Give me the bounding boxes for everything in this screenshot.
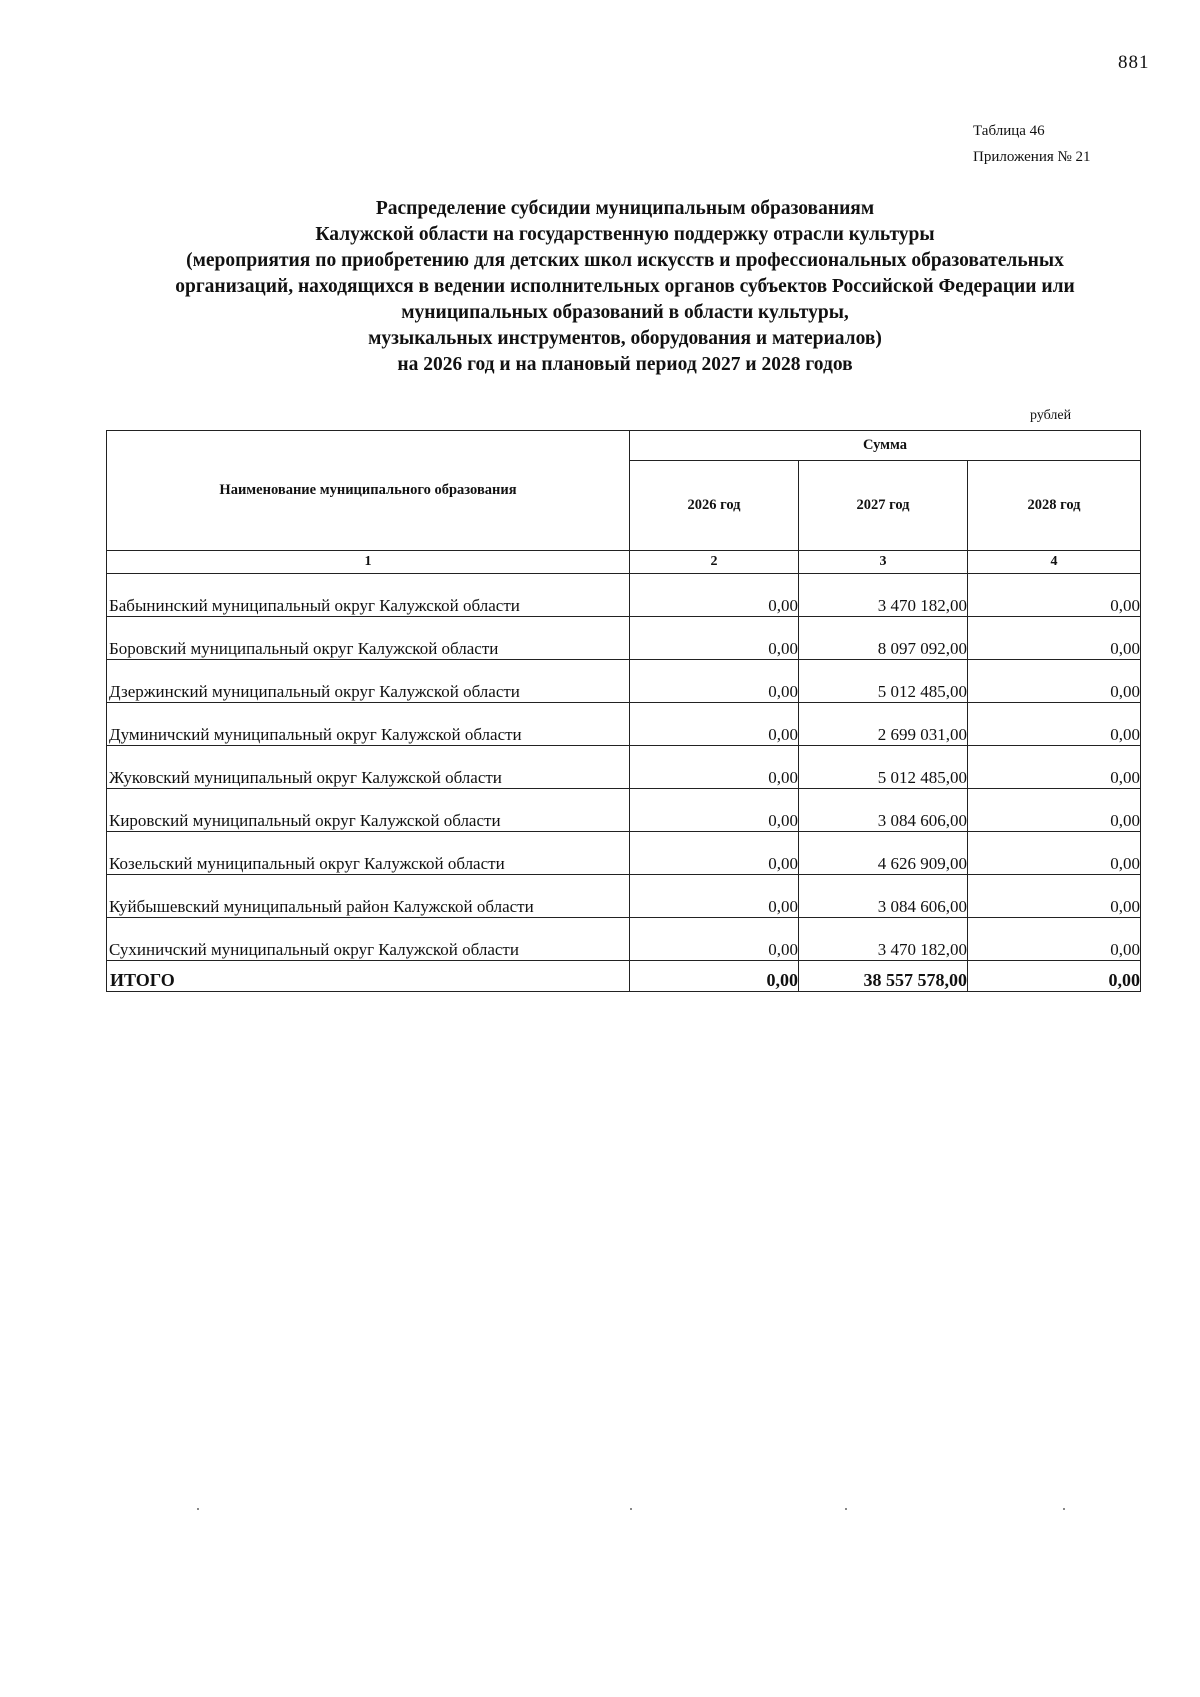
column-number: 4: [968, 551, 1141, 574]
column-number-row: [107, 551, 1141, 574]
value-2028: 0,00: [968, 875, 1141, 918]
value-2028: 0,00: [968, 789, 1141, 832]
title-line: на 2026 год и на плановый период 2027 и 2028 годов: [397, 354, 853, 375]
municipality-name: Кировский муниципальный округ Калужской области: [107, 789, 630, 832]
total-2026: 0,00: [630, 961, 799, 992]
column-number: 3: [799, 551, 968, 574]
scan-speck: [630, 1508, 632, 1510]
value-2027: 3 084 606,00: [799, 789, 968, 832]
title-line: муниципальных образований в области культуры,: [401, 302, 849, 323]
value-2026: 0,00: [630, 875, 799, 918]
value-2026: 0,00: [630, 617, 799, 660]
value-2026: 0,00: [630, 703, 799, 746]
value-2028: 0,00: [968, 574, 1141, 617]
table-row: [107, 789, 1141, 832]
value-2026: 0,00: [630, 789, 799, 832]
municipality-name: Жуковский муниципальный округ Калужской области: [107, 746, 630, 789]
municipality-name: Козельский муниципальный округ Калужской области: [107, 832, 630, 875]
value-2027: 5 012 485,00: [799, 746, 968, 789]
column-number: 1: [107, 551, 630, 574]
value-2026: 0,00: [630, 918, 799, 961]
total-row: [107, 961, 1141, 992]
municipality-name: Думиничский муниципальный округ Калужской области: [107, 703, 630, 746]
header-year-2028: 2028 год: [968, 461, 1141, 551]
table-row: [107, 746, 1141, 789]
header-year-2026: 2026 год: [630, 461, 799, 551]
scan-speck: [197, 1508, 199, 1510]
value-2027: 8 097 092,00: [799, 617, 968, 660]
value-2027: 3 470 182,00: [799, 918, 968, 961]
total-label: ИТОГО: [107, 961, 630, 992]
title-line: (мероприятия по приобретению для детских школ искусств и профессиональных образовательных: [186, 250, 1064, 271]
value-2027: 5 012 485,00: [799, 660, 968, 703]
value-2027: 2 699 031,00: [799, 703, 968, 746]
title-line: Калужской области на государственную поддержку отрасли культуры: [315, 224, 935, 245]
municipality-name: Боровский муниципальный округ Калужской области: [107, 617, 630, 660]
table-row: [107, 918, 1141, 961]
value-2028: 0,00: [968, 617, 1141, 660]
value-2026: 0,00: [630, 832, 799, 875]
value-2026: 0,00: [630, 746, 799, 789]
value-2028: 0,00: [968, 660, 1141, 703]
value-2026: 0,00: [630, 574, 799, 617]
table-row: [107, 574, 1141, 617]
header-sum: Сумма: [630, 431, 1141, 461]
title-line: организаций, находящихся в ведении исполнительных органов субъектов Российской Федерации или: [175, 276, 1075, 297]
document-title: [100, 196, 1150, 378]
units-label: рублей: [1030, 408, 1072, 423]
table-row: [107, 703, 1141, 746]
title-line: Распределение субсидии муниципальным образованиям: [375, 198, 875, 219]
title-line: музыкальных инструментов, оборудования и материалов): [368, 328, 882, 349]
scan-speck: [845, 1508, 847, 1510]
municipality-name: Сухиничский муниципальный округ Калужской области: [107, 918, 630, 961]
table-row: [107, 875, 1141, 918]
value-2028: 0,00: [968, 746, 1141, 789]
value-2026: 0,00: [630, 660, 799, 703]
subsidy-table: [106, 430, 1141, 992]
municipality-name: Дзержинский муниципальный округ Калужской области: [107, 660, 630, 703]
total-2027: 38 557 578,00: [799, 961, 968, 992]
value-2027: 3 470 182,00: [799, 574, 968, 617]
header-year-2027: 2027 год: [799, 461, 968, 551]
column-number: 2: [630, 551, 799, 574]
table-row: [107, 832, 1141, 875]
total-2028: 0,00: [968, 961, 1141, 992]
value-2028: 0,00: [968, 703, 1141, 746]
table-number: Таблица 46: [973, 123, 1045, 139]
value-2027: 4 626 909,00: [799, 832, 968, 875]
appendix-number: Приложения № 21: [973, 149, 1091, 165]
municipality-name: Бабынинский муниципальный округ Калужской области: [107, 574, 630, 617]
header-name: Наименование муниципального образования: [107, 431, 630, 551]
value-2028: 0,00: [968, 832, 1141, 875]
municipality-name: Куйбышевский муниципальный район Калужской области: [107, 875, 630, 918]
table-row: [107, 617, 1141, 660]
page-number: 881: [1118, 52, 1150, 73]
scan-speck: [1063, 1508, 1065, 1510]
table-row: [107, 660, 1141, 703]
value-2028: 0,00: [968, 918, 1141, 961]
value-2027: 3 084 606,00: [799, 875, 968, 918]
table-reference: [973, 118, 1091, 170]
